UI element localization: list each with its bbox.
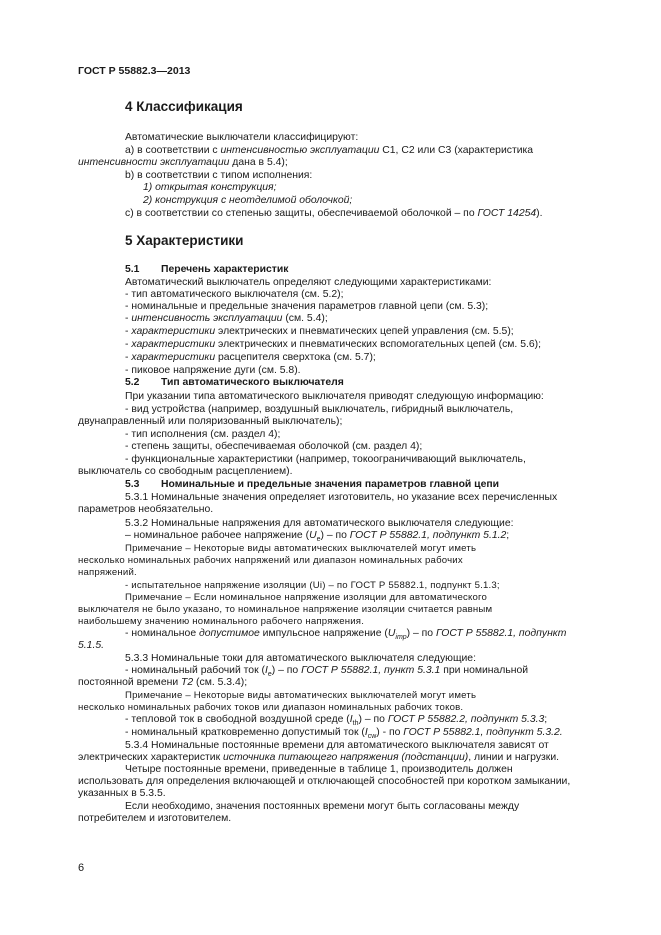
s531-text: 5.3.1 Номинальные значения определяет изготовитель, но указание всех перечисленных [125,492,558,503]
paragraph-time-constants: Четыре постоянные времени, приведенные в таблице 1, производитель должен [125,764,513,775]
uimp-item-cont: 5.1.5. [78,640,104,651]
s4-item-b: b) в соответствии с типом исполнения: [125,170,313,181]
ui-item: - испытательное напряжение изоляции (Ui) – по ГОСТ Р 55882.1, подпункт 5.1.3; [125,580,500,591]
s51-list-item: - тип автоматического выключателя (см. 5.2); [125,289,344,300]
s52-title: Тип автоматического выключателя [161,377,344,388]
s52-list-item: - функциональные характеристики (например, токоограничивающий выключатель, [125,454,526,465]
page-header: ГОСТ Р 55882.3—2013 [78,65,191,77]
uimp-item: - номинальное допустимое импульсное напряжение $(U_{imp})$ – по ГОСТ Р 55882.1, подпункт [125,628,567,642]
s4-item-a-cont: интенсивности эксплуатации дана в 5.4); [78,157,288,168]
s534-text-cont: электрических характеристик источника питающего напряжения (подстанции), линии и нагрузки. [78,752,560,763]
s4-intro: Автоматические выключатели классифицируют: [125,132,359,143]
paragraph-agreement: Если необходимо, значения постоянных времени могут быть согласованы между [125,801,520,812]
paragraph-agreement-cont: потребителем и изготовителем. [78,813,232,824]
s51-title: Перечень характеристик [161,264,289,275]
s4-item-b1: 1) открытая конструкция; [143,182,277,193]
s4-item-b2: 2) конструкция с неотделимой оболочкой; [143,195,353,206]
s51-list-item: - номинальные и предельные значения параметров главной цепи (см. 5.3); [125,301,489,312]
s4-item-a: a) в соответствии с интенсивностью эксплуатации С1, С2 или С3 (характеристика [125,145,534,156]
s51-list-item: - интенсивность эксплуатации (см. 5.4); [125,313,328,324]
section-4-title: 4 Классификация [125,99,243,114]
s533-text: 5.3.3 Номинальные токи для автоматического выключателя следующие: [125,653,476,664]
s51-list-item: - характеристики расцепителя сверхтока (см. 5.7); [125,352,376,363]
s51-number: 5.1 [125,264,140,275]
page-number: 6 [78,862,85,874]
ie-item: - номинальный рабочий ток $(I_e)$ – по ГОСТ Р 55882.1, пункт 5.3.1 при номинальной [125,665,529,679]
s51-intro: Автоматический выключатель определяют следующими характеристиками: [125,277,492,288]
s532-text: 5.3.2 Номинальные напряжения для автоматического выключателя следующие: [125,518,514,529]
s52-list-item: - вид устройства (например, воздушный выключатель, гибридный выключатель, [125,404,514,415]
note-1-cont: напряжений. [78,567,137,578]
s51-list-item: - пиковое напряжение дуги (см. 5.8). [125,365,301,376]
s51-list-item: - характеристики электрических и пневматических вспомогательных цепей (см. 5.6); [125,339,542,350]
s52-intro: При указании типа автоматического выключателя приводят следующую информацию: [125,391,544,402]
section-5-title: 5 Характеристики [125,233,244,248]
note-2-cont: выключателя не было указано, то номинальное напряжение изоляции считается равным [78,604,493,615]
note-2-cont: наибольшему значению номинального рабочего напряжения. [78,616,365,627]
s52-list-item-cont: двунаправленный или поляризованный выключатель); [78,416,343,427]
s534-text: 5.3.4 Номинальные постоянные времени для автоматического выключателя зависят от [125,740,549,751]
paragraph-time-constants-cont: указанных в 5.3.5. [78,788,166,799]
s51-list-item: - характеристики электрических и пневматических цепей управления (см. 5.5); [125,326,514,337]
s531-text-cont: параметров необязательно. [78,504,214,515]
ith-item: - тепловой ток в свободной воздушной среде $(I_{th})$ – по ГОСТ Р 55882.2, подпункт 5.3.3; [125,714,548,728]
s53-number: 5.3 [125,479,140,490]
icw-item: - номинальный кратковременно допустимый ток $(I_{cw})$ - по ГОСТ Р 55882.1, подпункт 5.3.2. [125,727,563,741]
s52-list-item: - тип исполнения (см. раздел 4); [125,429,281,440]
ie-item-cont: постоянной времени Т2 (см. 5.3.4); [78,677,248,688]
s52-list-item-cont: выключатель со свободным расцеплением). [78,466,293,477]
paragraph-time-constants-cont: использовать для определения включающей и отключающей способностей при коротком замыкании, [78,776,571,787]
s53-title: Номинальные и предельные значения параметров главной цепи [161,479,500,490]
s52-list-item: - степень защиты, обеспечиваемая оболочкой (см. раздел 4); [125,441,423,452]
s4-item-c: c) в соответствии со степенью защиты, обеспечиваемой оболочкой – по ГОСТ 14254). [125,208,543,219]
note-1-cont: несколько номинальных рабочих напряжений или диапазон номинальных рабочих [78,555,463,566]
note-3-cont: несколько номинальных рабочих токов или диапазон номинальных рабочих токов. [78,702,464,713]
note-3: Примечание – Некоторые виды автоматических выключателей могут иметь [125,690,477,701]
note-1: Примечание – Некоторые виды автоматических выключателей могут иметь [125,543,477,554]
ue-item: – номинальное рабочее напряжение $(U_e)$ – по ГОСТ Р 55882.1, подпункт 5.1.2; [125,530,510,544]
note-2: Примечание – Если номинальное напряжение изоляции для автоматического [125,592,488,603]
s52-number: 5.2 [125,377,140,388]
